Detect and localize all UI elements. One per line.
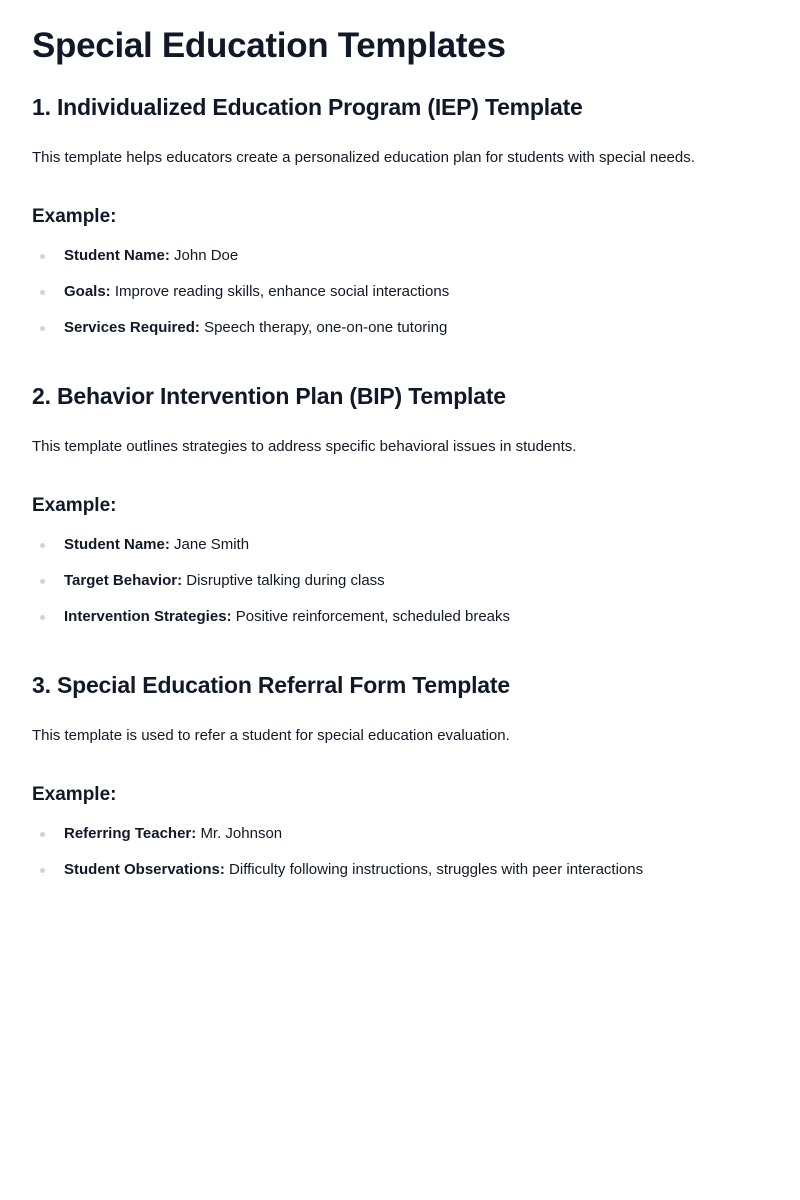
section-description: This template outlines strategies to address specific behavioral issues in students.: [32, 438, 577, 455]
item-label: Student Name:: [64, 536, 170, 553]
page-title: Special Education Templates: [32, 26, 506, 65]
example-list: [32, 823, 768, 881]
example-heading: Example:: [32, 495, 117, 516]
item-label: Intervention Strategies:: [64, 608, 232, 625]
bullet-icon: [40, 868, 45, 873]
bullet-icon: [40, 579, 45, 584]
template-section-iep: [32, 92, 768, 339]
bullet-icon: [40, 254, 45, 259]
item-value: Positive reinforcement, scheduled breaks: [235, 608, 511, 625]
bullet-icon: [40, 615, 45, 620]
item-label: Goals:: [64, 283, 111, 300]
bullet-icon: [40, 543, 45, 548]
section-title: 3. Special Education Referral Form Template: [32, 672, 510, 698]
bullet-icon: [40, 832, 45, 837]
template-section-referral: [32, 670, 768, 881]
list-item: [32, 570, 768, 592]
example-list: [32, 534, 768, 628]
example-list: [32, 245, 768, 339]
item-value: Disruptive talking during class: [186, 572, 385, 589]
item-value: Speech therapy, one-on-one tutoring: [204, 319, 448, 336]
section-title: 1. Individualized Education Program (IEP) Template: [32, 94, 583, 120]
section-description: This template helps educators create a personalized education plan for students with special needs.: [32, 149, 695, 166]
list-item: [32, 534, 768, 556]
bullet-icon: [40, 290, 45, 295]
list-item: [32, 245, 768, 267]
list-item: [32, 606, 768, 628]
item-value: John Doe: [174, 247, 239, 264]
bullet-icon: [40, 326, 45, 331]
item-value: Mr. Johnson: [200, 825, 283, 842]
template-section-bip: [32, 381, 768, 628]
section-title: 2. Behavior Intervention Plan (BIP) Template: [32, 383, 506, 409]
item-label: Student Name:: [64, 247, 170, 264]
item-label: Student Observations:: [64, 861, 225, 878]
example-heading: Example:: [32, 206, 117, 227]
item-label: Referring Teacher:: [64, 825, 197, 842]
list-item: [32, 859, 768, 881]
item-value: Jane Smith: [174, 536, 250, 553]
list-item: [32, 317, 768, 339]
item-value: Improve reading skills, enhance social interactions: [114, 283, 450, 300]
list-item: [32, 281, 768, 303]
section-description: This template is used to refer a student for special education evaluation.: [32, 727, 510, 744]
item-label: Target Behavior:: [64, 572, 183, 589]
example-heading: Example:: [32, 784, 117, 805]
list-item: [32, 823, 768, 845]
item-label: Services Required:: [64, 319, 200, 336]
item-value: Difficulty following instructions, struggles with peer interactions: [229, 861, 644, 878]
